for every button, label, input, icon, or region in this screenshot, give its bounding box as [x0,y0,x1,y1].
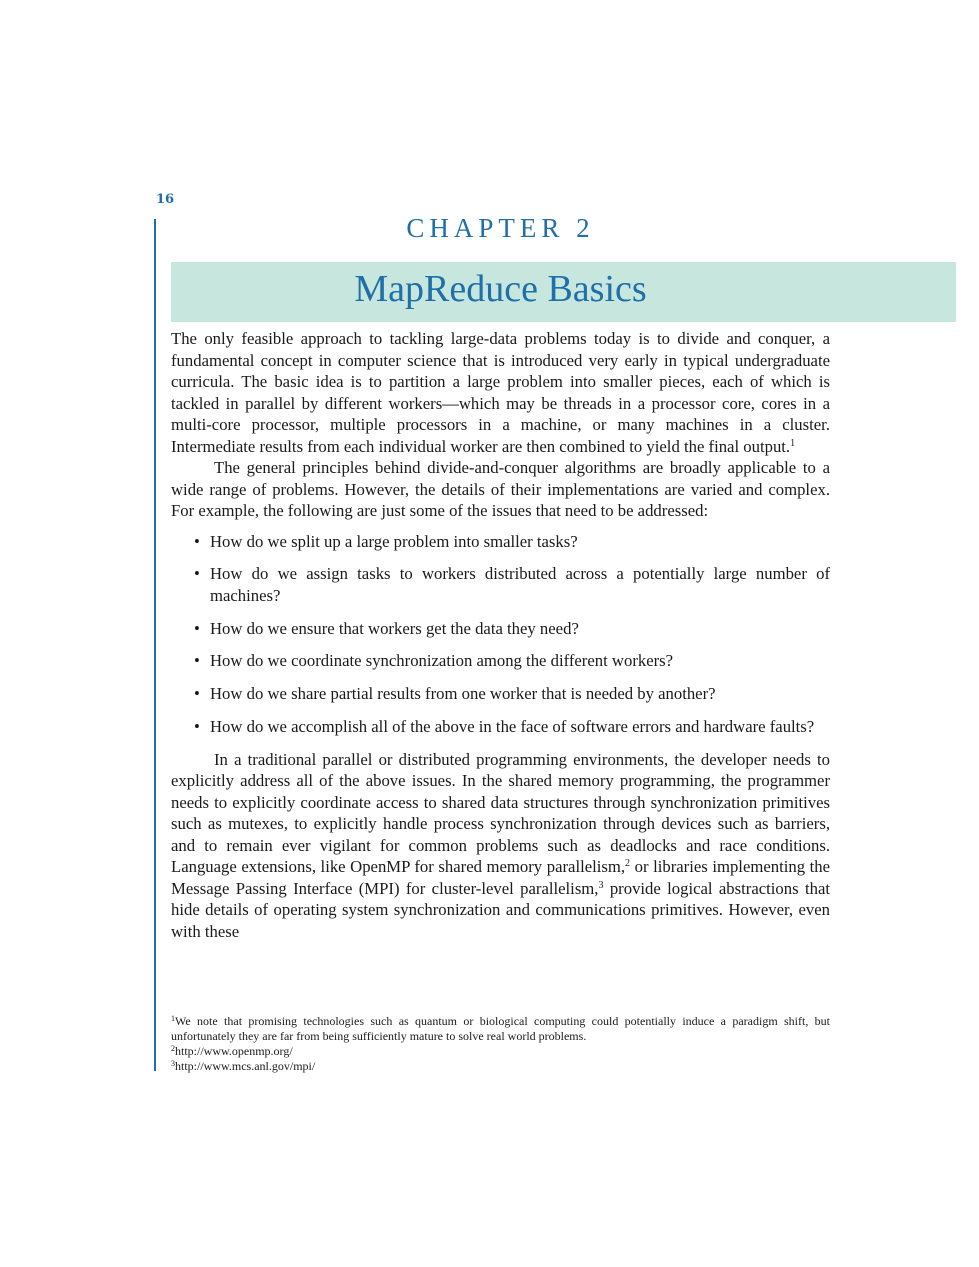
list-item [171,531,830,553]
chapter-title: MapReduce Basics [354,268,647,310]
bullet-icon: • [194,564,200,584]
bullet-icon: • [194,684,200,704]
list-item [171,716,830,738]
paragraph-2: The general principles behind divide-and-conquer algorithms are broadly applicable to a wide range of problems. However, the details of their implementations are varied and complex. For example, the following are just some of the issues that need to be addressed: [171,458,830,520]
footnote-link[interactable]: http://www.mcs.anl.gov/mpi/ [175,1059,316,1073]
bullet-icon: • [194,531,200,551]
list-item [171,563,830,606]
footnote-ref-1[interactable]: 1 [790,437,796,449]
footnote-ref-2[interactable]: 2 [625,858,631,870]
footnotes [171,1014,830,1074]
footnote-1 [171,1014,830,1044]
list-item-text: How do we accomplish all of the above in the face of software errors and hardware faults? [210,716,815,736]
paragraph-3-text-b: or libraries implementing the Message Passing Interface (MPI) for cluster-level parallelism, [171,857,831,898]
margin-rule [154,219,156,1071]
issues-list [171,531,830,738]
footnote-mark: 2 [171,1044,175,1053]
footnote-3 [171,1059,830,1074]
list-item [171,618,830,640]
footnote-text: We note that promising technologies such as quantum or biological computing could potentially induce a paradigm shift, but unfortunately they are far from being sufficiently mature to solve real world problems. [171,1014,830,1043]
footnote-mark: 3 [171,1059,175,1068]
list-item-text: How do we coordinate synchronization among the different workers? [210,651,674,671]
list-item-text: How do we split up a large problem into smaller tasks? [210,531,578,551]
footnote-2 [171,1044,830,1059]
paragraph-3-text-c: provide logical abstractions that hide details of operating system synchronization and communications primitives. However, even with these [171,878,830,941]
body-text [171,328,830,942]
bullet-icon: • [194,618,200,638]
footnote-link[interactable]: http://www.openmp.org/ [175,1044,293,1058]
list-item-text: How do we assign tasks to workers distributed across a potentially large number of machines? [210,564,830,605]
bullet-icon: • [194,716,200,736]
page-number: 16 [156,192,175,207]
list-item-text: How do we share partial results from one worker that is needed by another? [210,684,716,704]
paragraph-3 [171,749,830,943]
list-item [171,650,830,672]
paragraph-3-text-a: In a traditional parallel or distributed programming environments, the developer needs to explicitly address all of the above issues. In the shared memory programming, the programmer needs to explicitly coordinate access to shared data structures through synchronization primitives such as mutexes, to explicitly handle process synchronization through devices such as barriers, and to remain ever vigilant for common problems such as deadlocks and race conditions. Language extensions, like OpenMP for shared memory parallelism, [171,749,830,877]
footnote-mark: 1 [171,1014,175,1023]
footnote-ref-3[interactable]: 3 [598,879,604,891]
bullet-icon: • [194,651,200,671]
chapter-label: CHAPTER 2 [406,213,595,243]
list-item [171,683,830,705]
paragraph-1-text: The only feasible approach to tackling large-data problems today is to divide and conquer, a fundamental concept in computer science that is introduced very early in typical undergraduate curricula. The basic idea is to partition a large problem into smaller pieces, each of which is tackled in parallel by different workers—which may be threads in a processor core, cores in a multi-core processor, multiple processors in a machine, or many machines in a cluster. Intermediate results from each individual worker are then combined to yield the final output. [171,329,830,456]
paragraph-1 [171,328,830,457]
list-item-text: How do we ensure that workers get the data they need? [210,618,579,638]
